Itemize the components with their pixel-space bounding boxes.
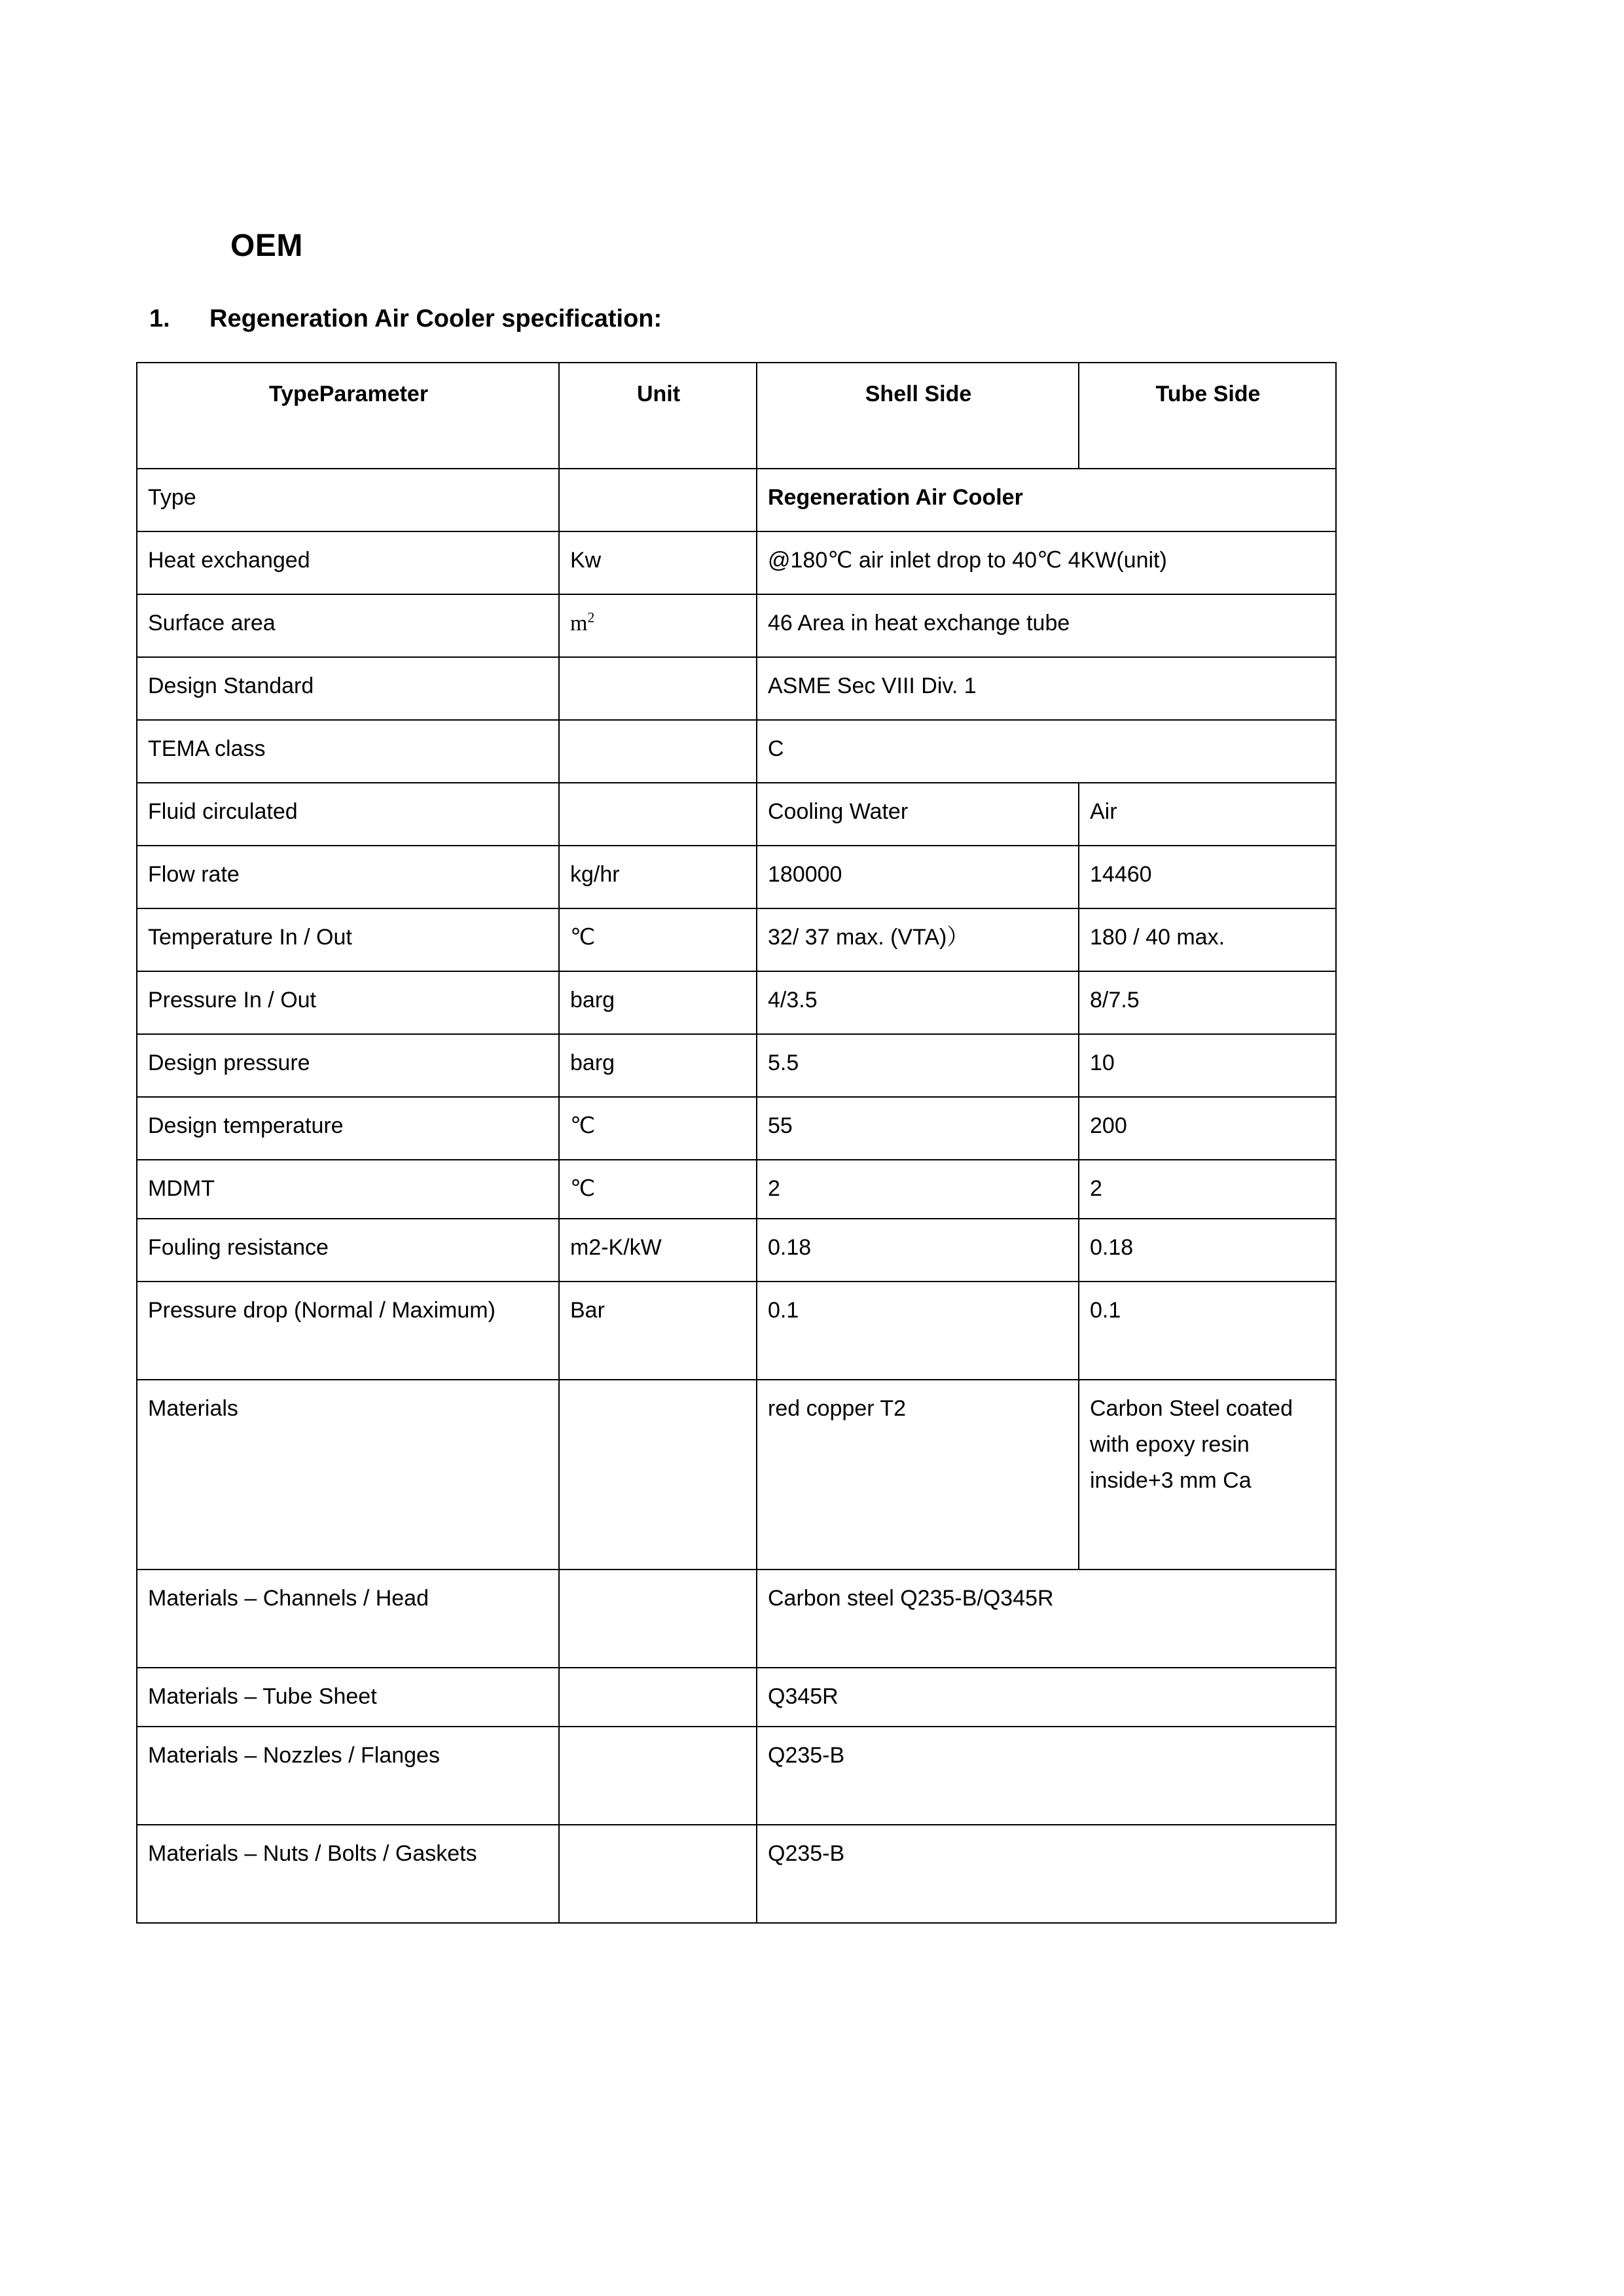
cell-shell-side: 0.1 (757, 1282, 1079, 1380)
cell-parameter: Materials – Nozzles / Flanges (137, 1727, 559, 1825)
cell-shell-side: Regeneration Air Cooler (757, 469, 1336, 531)
cell-unit (559, 1570, 757, 1668)
cell-shell-side: Q345R (757, 1668, 1336, 1727)
table-header-row (137, 363, 1336, 469)
page-title: OEM (230, 228, 303, 263)
cell-shell-side: C (757, 720, 1336, 783)
cell-unit (559, 1727, 757, 1825)
section-heading-text: Regeneration Air Cooler specification: (209, 305, 662, 332)
cell-unit (559, 1380, 757, 1570)
cell-shell-side: 180000 (757, 846, 1079, 908)
column-header-tube-side: Tube Side (1079, 363, 1336, 469)
cell-tube-side: 0.1 (1079, 1282, 1336, 1380)
cell-shell-side: ASME Sec VIII Div. 1 (757, 657, 1336, 720)
column-header-unit: Unit (559, 363, 757, 469)
cell-parameter: Pressure In / Out (137, 971, 559, 1034)
cell-shell-side: 46 Area in heat exchange tube (757, 594, 1336, 657)
cell-unit: Bar (559, 1282, 757, 1380)
cell-parameter: Fluid circulated (137, 783, 559, 846)
section-number: 1. (149, 305, 170, 332)
cell-parameter: Design pressure (137, 1034, 559, 1097)
table-row (137, 1160, 1336, 1219)
cell-unit (559, 783, 757, 846)
cell-tube-side: Air (1079, 783, 1336, 846)
cell-unit: barg (559, 971, 757, 1034)
column-header-shell-side: Shell Side (757, 363, 1079, 469)
cell-tube-side: 2 (1079, 1160, 1336, 1219)
cell-parameter: Materials – Tube Sheet (137, 1668, 559, 1727)
table-row (137, 1380, 1336, 1570)
cell-parameter: Surface area (137, 594, 559, 657)
specification-table (136, 362, 1337, 1924)
cell-shell-side: 2 (757, 1160, 1079, 1219)
cell-unit: $m^2$ (559, 594, 757, 657)
table-row (137, 1034, 1336, 1097)
cell-unit: barg (559, 1034, 757, 1097)
cell-tube-side: 0.18 (1079, 1219, 1336, 1282)
table-row (137, 1219, 1336, 1282)
cell-parameter: Materials – Channels / Head (137, 1570, 559, 1668)
cell-unit: ℃ (559, 1160, 757, 1219)
cell-parameter: Materials (137, 1380, 559, 1570)
cell-tube-side: Carbon Steel coated with epoxy resin inside+3 mm Ca (1079, 1380, 1336, 1570)
table-row (137, 1282, 1336, 1380)
cell-parameter: Pressure drop (Normal / Maximum) (137, 1282, 559, 1380)
cell-tube-side: 14460 (1079, 846, 1336, 908)
cell-unit: m2-K/kW (559, 1219, 757, 1282)
table-row (137, 1825, 1336, 1923)
cell-parameter: Heat exchanged (137, 531, 559, 594)
table-row (137, 783, 1336, 846)
cell-shell-side: 32/ 37 max. (VTA)） (757, 908, 1079, 971)
table-row (137, 846, 1336, 908)
cell-parameter: Fouling resistance (137, 1219, 559, 1282)
table-row (137, 594, 1336, 657)
cell-unit: kg/hr (559, 846, 757, 908)
cell-shell-side: red copper T2 (757, 1380, 1079, 1570)
cell-parameter: MDMT (137, 1160, 559, 1219)
table-row (137, 720, 1336, 783)
table-row (137, 1668, 1336, 1727)
table-body (137, 363, 1336, 1923)
cell-unit (559, 1825, 757, 1923)
cell-shell-side: Q235-B (757, 1727, 1336, 1825)
cell-shell-side: 5.5 (757, 1034, 1079, 1097)
cell-tube-side: 8/7.5 (1079, 971, 1336, 1034)
cell-shell-side: Cooling Water (757, 783, 1079, 846)
cell-shell-side: 4/3.5 (757, 971, 1079, 1034)
table-row (137, 908, 1336, 971)
cell-tube-side: 10 (1079, 1034, 1336, 1097)
table-row (137, 971, 1336, 1034)
cell-parameter: Design Standard (137, 657, 559, 720)
cell-unit: ℃ (559, 1097, 757, 1160)
cell-shell-side: 0.18 (757, 1219, 1079, 1282)
cell-unit (559, 469, 757, 531)
cell-parameter: TEMA class (137, 720, 559, 783)
cell-unit (559, 1668, 757, 1727)
table-row (137, 531, 1336, 594)
cell-tube-side: 180 / 40 max. (1079, 908, 1336, 971)
cell-shell-side: Q235-B (757, 1825, 1336, 1923)
cell-unit: ℃ (559, 908, 757, 971)
cell-unit: Kw (559, 531, 757, 594)
table-row (137, 657, 1336, 720)
cell-parameter: Type (137, 469, 559, 531)
cell-parameter: Materials – Nuts / Bolts / Gaskets (137, 1825, 559, 1923)
section-heading (149, 306, 662, 331)
table-row (137, 1570, 1336, 1668)
cell-parameter: Temperature In / Out (137, 908, 559, 971)
column-header-parameter: TypeParameter (137, 363, 559, 469)
cell-parameter: Flow rate (137, 846, 559, 908)
cell-unit (559, 657, 757, 720)
cell-unit (559, 720, 757, 783)
table-row (137, 1727, 1336, 1825)
cell-tube-side: 200 (1079, 1097, 1336, 1160)
table-row (137, 469, 1336, 531)
cell-parameter: Design temperature (137, 1097, 559, 1160)
cell-shell-side: Carbon steel Q235-B/Q345R (757, 1570, 1336, 1668)
table-row (137, 1097, 1336, 1160)
cell-shell-side: @180℃ air inlet drop to 40℃ 4KW(unit) (757, 531, 1336, 594)
cell-shell-side: 55 (757, 1097, 1079, 1160)
